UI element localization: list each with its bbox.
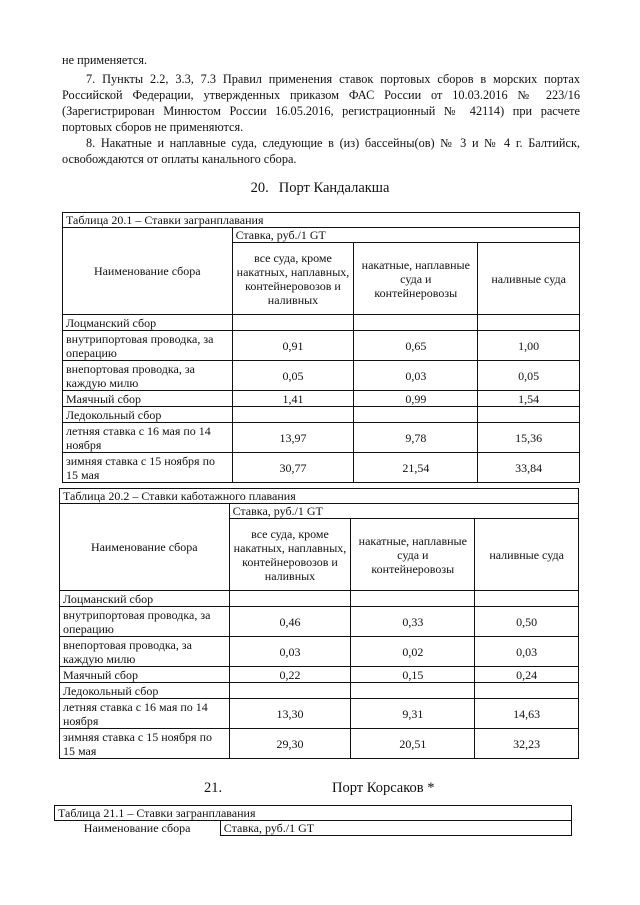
column-header-tankers: наливные суда [478,243,580,315]
row-label: Ледокольный сбор [63,407,233,423]
name-header: Наименование сбора [63,228,233,315]
cell-value: 0,24 [475,667,579,683]
column-header-tankers: наливные суда [475,519,579,591]
cell-value: 0,15 [351,667,475,683]
cell-value: 0,91 [232,331,354,361]
row-label: Ледокольный сбор [60,683,230,699]
cell-value: 9,78 [354,423,478,453]
cell-value: 1,41 [232,391,354,407]
row-label: Лоцманский сбор [63,315,233,331]
cell-value: 20,51 [351,729,475,759]
paragraph-continuation: не применяется. [62,53,148,67]
row-label: зимняя ставка с 15 ноября по 15 мая [60,729,230,759]
cell-value: 14,63 [475,699,579,729]
row-label: Лоцманский сбор [60,591,230,607]
rate-header: Ставка, руб./1 GT [232,228,579,243]
table-caption: Таблица 20.1 – Ставки загранплавания [63,213,580,228]
row-label: внутрипортовая проводка, за операцию [60,607,230,637]
cell-value: 32,23 [475,729,579,759]
table-caption: Таблица 20.2 – Ставки каботажного плавания [60,489,579,504]
table-20-2 [59,488,579,759]
column-header-roro-container: накатные, наплавные суда и контейнеровозы [351,519,475,591]
table-caption: Таблица 21.1 – Ставки загранплавания [55,806,572,821]
section-20-title: Порт Кандалакша [278,180,390,196]
cell-value: 9,31 [351,699,475,729]
paragraph-7 [62,71,580,135]
cell-value: 0,03 [354,361,478,391]
paragraph-8-text: Накатные и наплавные суда, следующие в (из) бассейны(ов) № 3 и № 4 г. Балтийск, освобождаются от оплаты канального сбора. [62,136,580,166]
column-header-roro-container: накатные, наплавные суда и контейнеровозы [354,243,478,315]
cell-value: 0,50 [475,607,579,637]
cell-value: 30,77 [232,453,354,483]
cell-value: 1,54 [478,391,580,407]
section-20-heading [0,180,640,197]
row-label: Маячный сбор [60,667,230,683]
section-21-number: 21. [204,780,223,796]
table-21-1 [54,805,572,836]
cell-value: 0,02 [351,637,475,667]
column-header-all-vessels: все суда, кроме накатных, наплавных, контейнеровозов и наливных [232,243,354,315]
cell-value: 0,46 [229,607,351,637]
name-header: Наименование сбора [83,821,191,836]
paragraph-7-text: Пункты 2.2, 3.3, 7.3 Правил применения ставок портовых сборов в морских портах Российской Федерации, утвержденных приказом ФАС России от 10.03.2016 № 223/16 (Зарегистрирован Минюстом России 16.05.2016, регистрационный № 42114) при расчете портовых сборов не применяются. [62,72,580,134]
rate-header: Ставка, руб./1 GT [229,504,578,519]
cell-value: 13,30 [229,699,351,729]
cell-value: 0,33 [351,607,475,637]
cell-value: 0,05 [232,361,354,391]
cell-value: 0,22 [229,667,351,683]
cell-value: 0,05 [478,361,580,391]
cell-value: 21,54 [354,453,478,483]
cell-value: 33,84 [478,453,580,483]
cell-value: 0,03 [475,637,579,667]
cell-value: 1,00 [478,331,580,361]
column-header-all-vessels: все суда, кроме накатных, наплавных, контейнеровозов и наливных [229,519,351,591]
table-20-1 [62,212,580,483]
section-20-number: 20. [250,180,269,196]
row-label: внепортовая проводка, за каждую милю [63,361,233,391]
cell-value: 0,99 [354,391,478,407]
row-label: летняя ставка с 16 мая по 14 ноября [63,423,233,453]
row-label: внепортовая проводка, за каждую милю [60,637,230,667]
paragraph-8-number: 8. [86,136,96,150]
section-21-title: Порт Корсаков * [332,780,435,796]
cell-value: 15,36 [478,423,580,453]
cell-value: 29,30 [229,729,351,759]
paragraph-8 [62,135,580,167]
name-header: Наименование сбора [60,504,230,591]
cell-value: 0,65 [354,331,478,361]
row-label: зимняя ставка с 15 ноября по 15 мая [63,453,233,483]
row-label: Маячный сбор [63,391,233,407]
cell-value: 13,97 [232,423,354,453]
cell-value: 0,03 [229,637,351,667]
row-label: внутрипортовая проводка, за операцию [63,331,233,361]
rate-header: Ставка, руб./1 GT [220,821,571,836]
row-label: летняя ставка с 16 мая по 14 ноября [60,699,230,729]
paragraph-7-number: 7. [86,72,96,86]
